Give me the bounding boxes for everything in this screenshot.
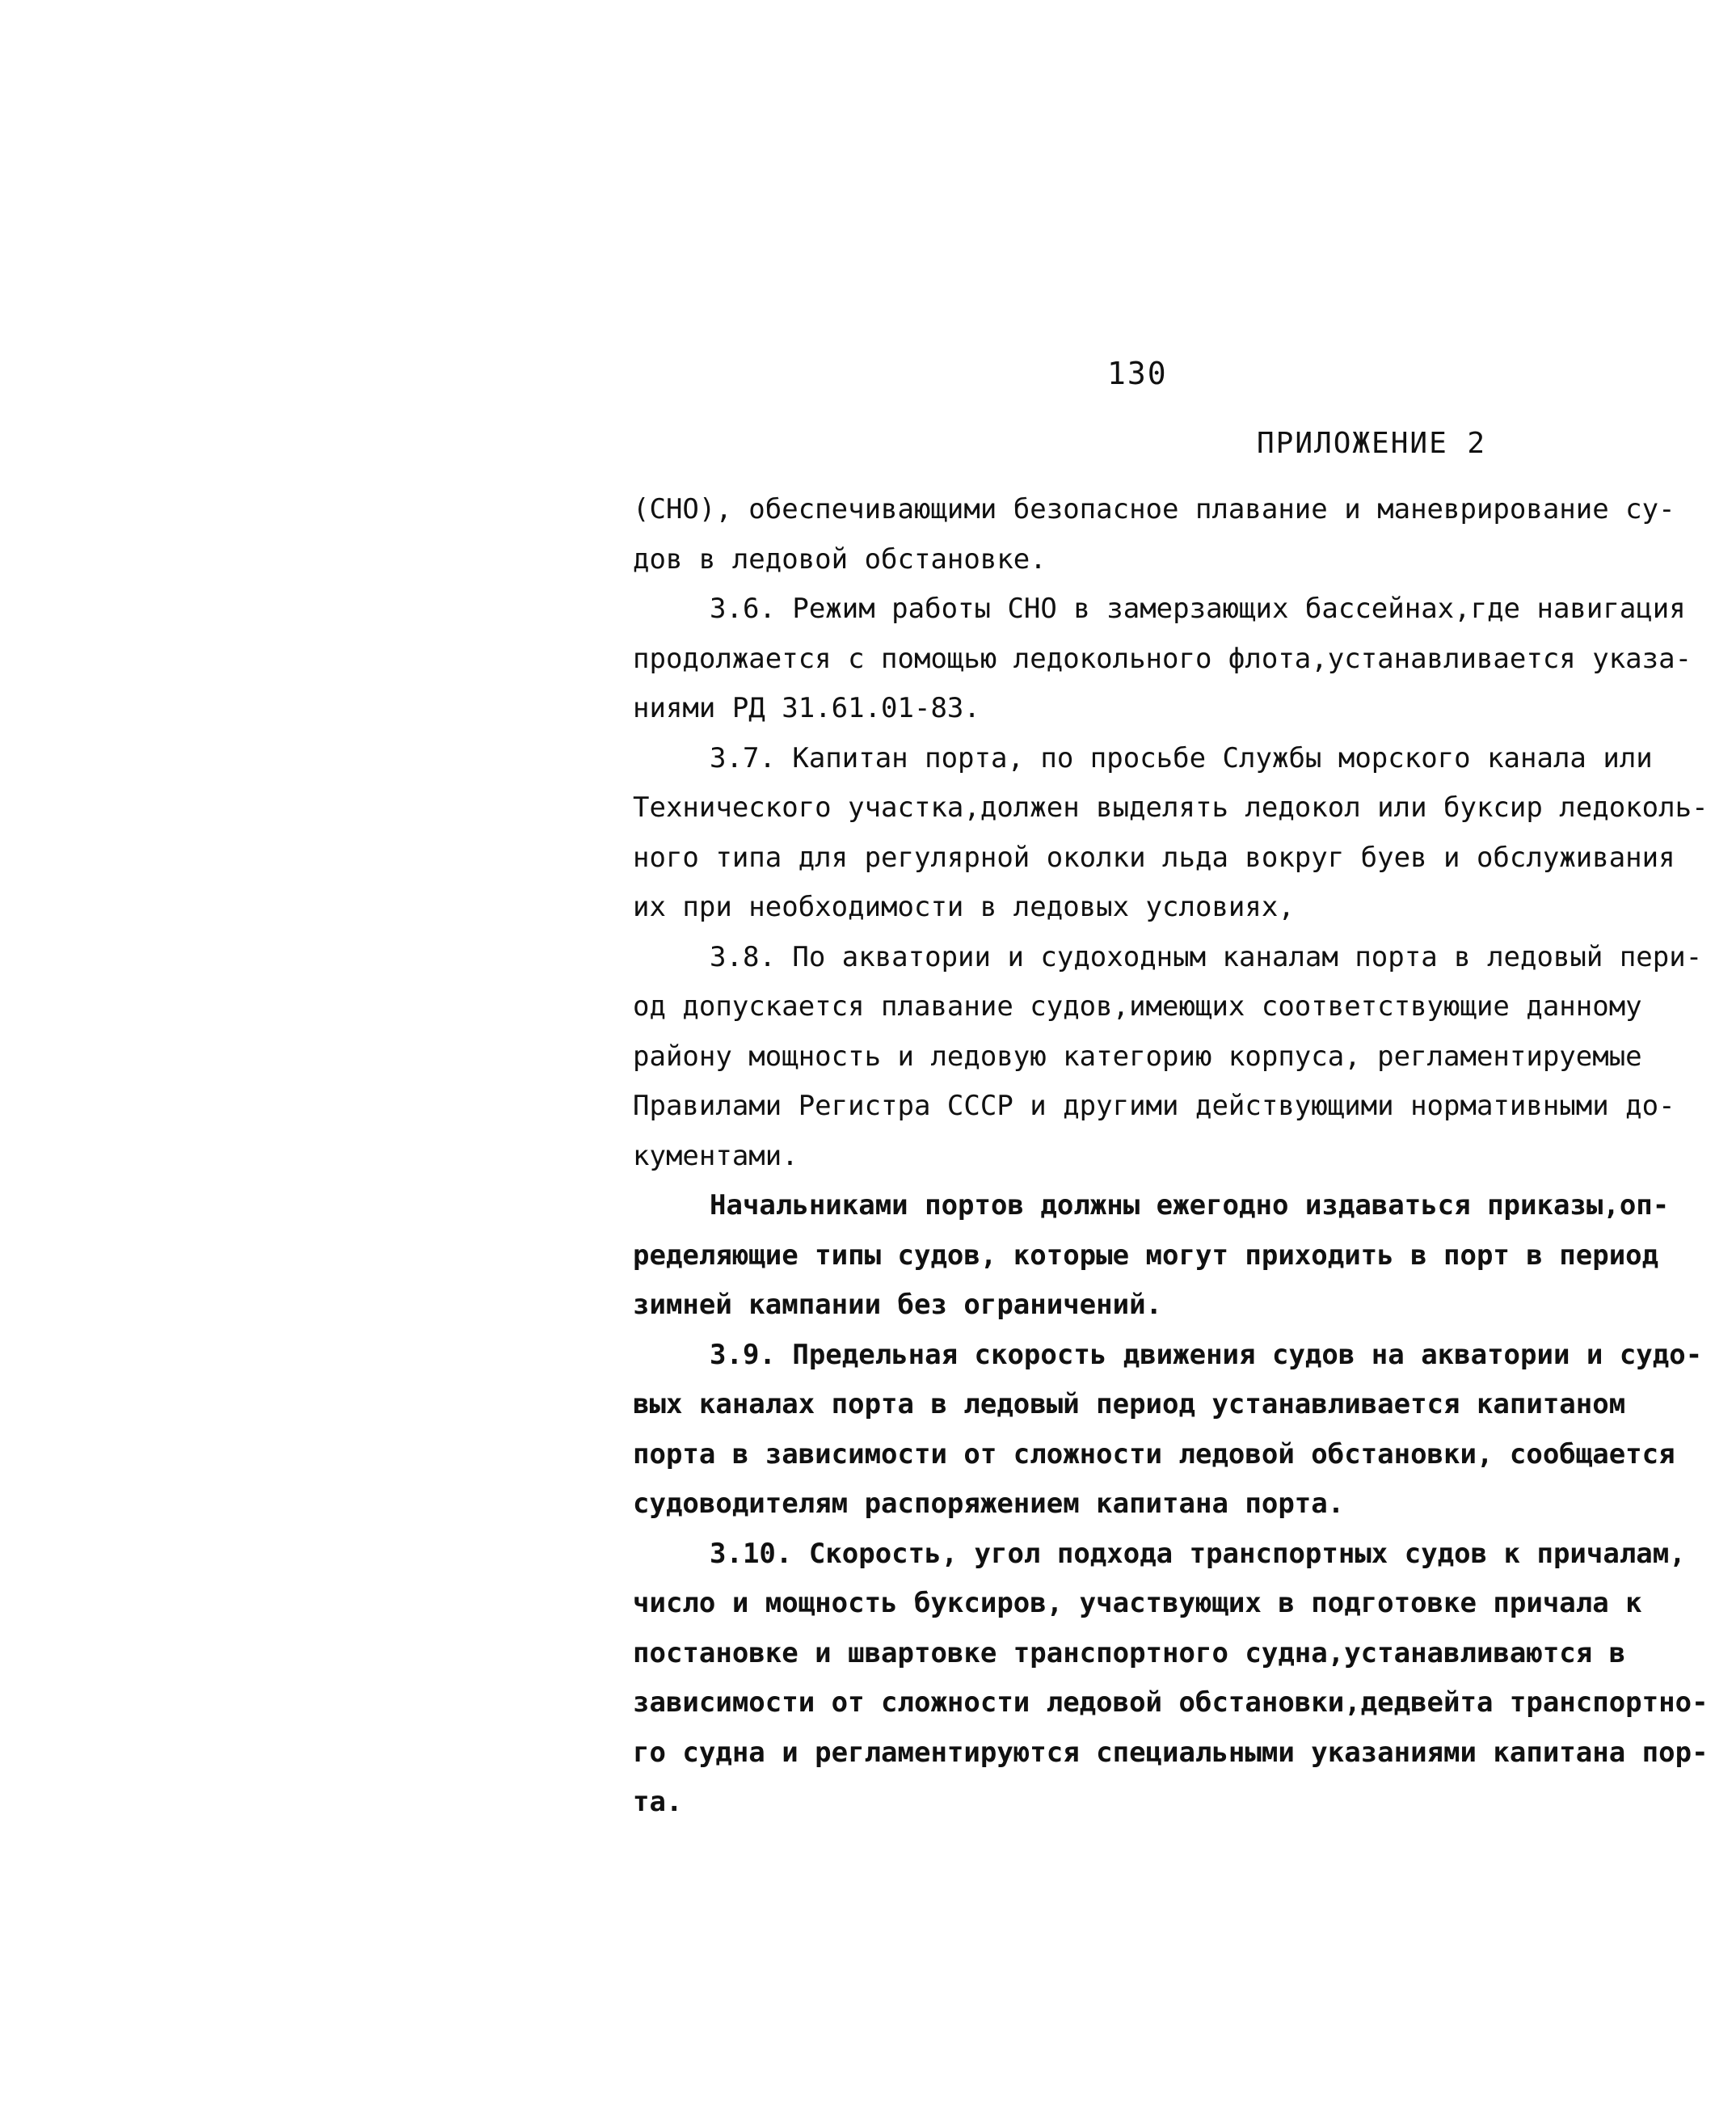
body-line: 3.10. Скорость, угол подхода транспортных судов к причалам,	[710, 1537, 1686, 1570]
appendix-label: ПРИЛОЖЕНИЕ 2	[1257, 427, 1487, 460]
body-line: району мощность и ледовую категорию корпуса, регламентируемые	[633, 1040, 1642, 1073]
body-line: (СНО), обеспечивающими безопасное плавание и маневрирование су-	[633, 493, 1675, 525]
body-line: 3.8. По акватории и судоходным каналам порта в ледовый пери-	[710, 940, 1703, 973]
body-line: Технического участка,должен выделять ледокол или буксир ледоколь-	[633, 791, 1709, 824]
body-line: число и мощность буксиров, участвующих в подготовке причала к	[633, 1587, 1642, 1619]
body-line: вых каналах порта в ледовый период устанавливается капитаном	[633, 1388, 1626, 1420]
body-line: ниями РД 31.61.01-83.	[633, 692, 980, 724]
body-line: 3.7. Капитан порта, по просьбе Службы морского канала или	[710, 741, 1653, 774]
body-line: го судна и регламентируются специальными указаниями капитана пор-	[633, 1736, 1709, 1769]
body-line: судоводителям распоряжением капитана порта.	[633, 1487, 1345, 1520]
page-number: 130	[1107, 356, 1168, 391]
body-line: та.	[633, 1786, 683, 1818]
body-line: 3.9. Предельная скорость движения судов на акватории и судо-	[710, 1338, 1703, 1371]
body-line: кументами.	[633, 1139, 798, 1172]
body-line: ного типа для регулярной околки льда вокруг буев и обслуживания	[633, 841, 1675, 874]
body-line: ределяющие типы судов, которые могут приходить в порт в период	[633, 1238, 1659, 1272]
body-line: порта в зависимости от сложности ледовой обстановки, сообщается	[633, 1437, 1675, 1471]
body-line: Начальниками портов должны ежегодно издаваться приказы,оп-	[710, 1189, 1670, 1222]
document-body	[633, 485, 1709, 1828]
body-line: постановке и швартовке транспортного судна,устанавливаются в	[633, 1636, 1626, 1669]
body-line: их при необходимости в ледовых условиях,	[633, 891, 1295, 923]
body-line: продолжается с помощью ледокольного флота,устанавливается указа-	[633, 642, 1692, 675]
body-line: Правилами Регистра СССР и другими действующими нормативными до-	[633, 1090, 1675, 1122]
body-line: 3.6. Режим работы СНО в замерзающих бассейнах,где навигация	[710, 593, 1686, 625]
body-line: од допускается плавание судов,имеющих соответствующие данному	[633, 990, 1642, 1023]
body-line: зимней кампании без ограничений.	[633, 1289, 1163, 1321]
body-line: зависимости от сложности ледовой обстановки,дедвейта транспортно-	[633, 1686, 1709, 1719]
body-line: дов в ледовой обстановке.	[633, 542, 1047, 576]
